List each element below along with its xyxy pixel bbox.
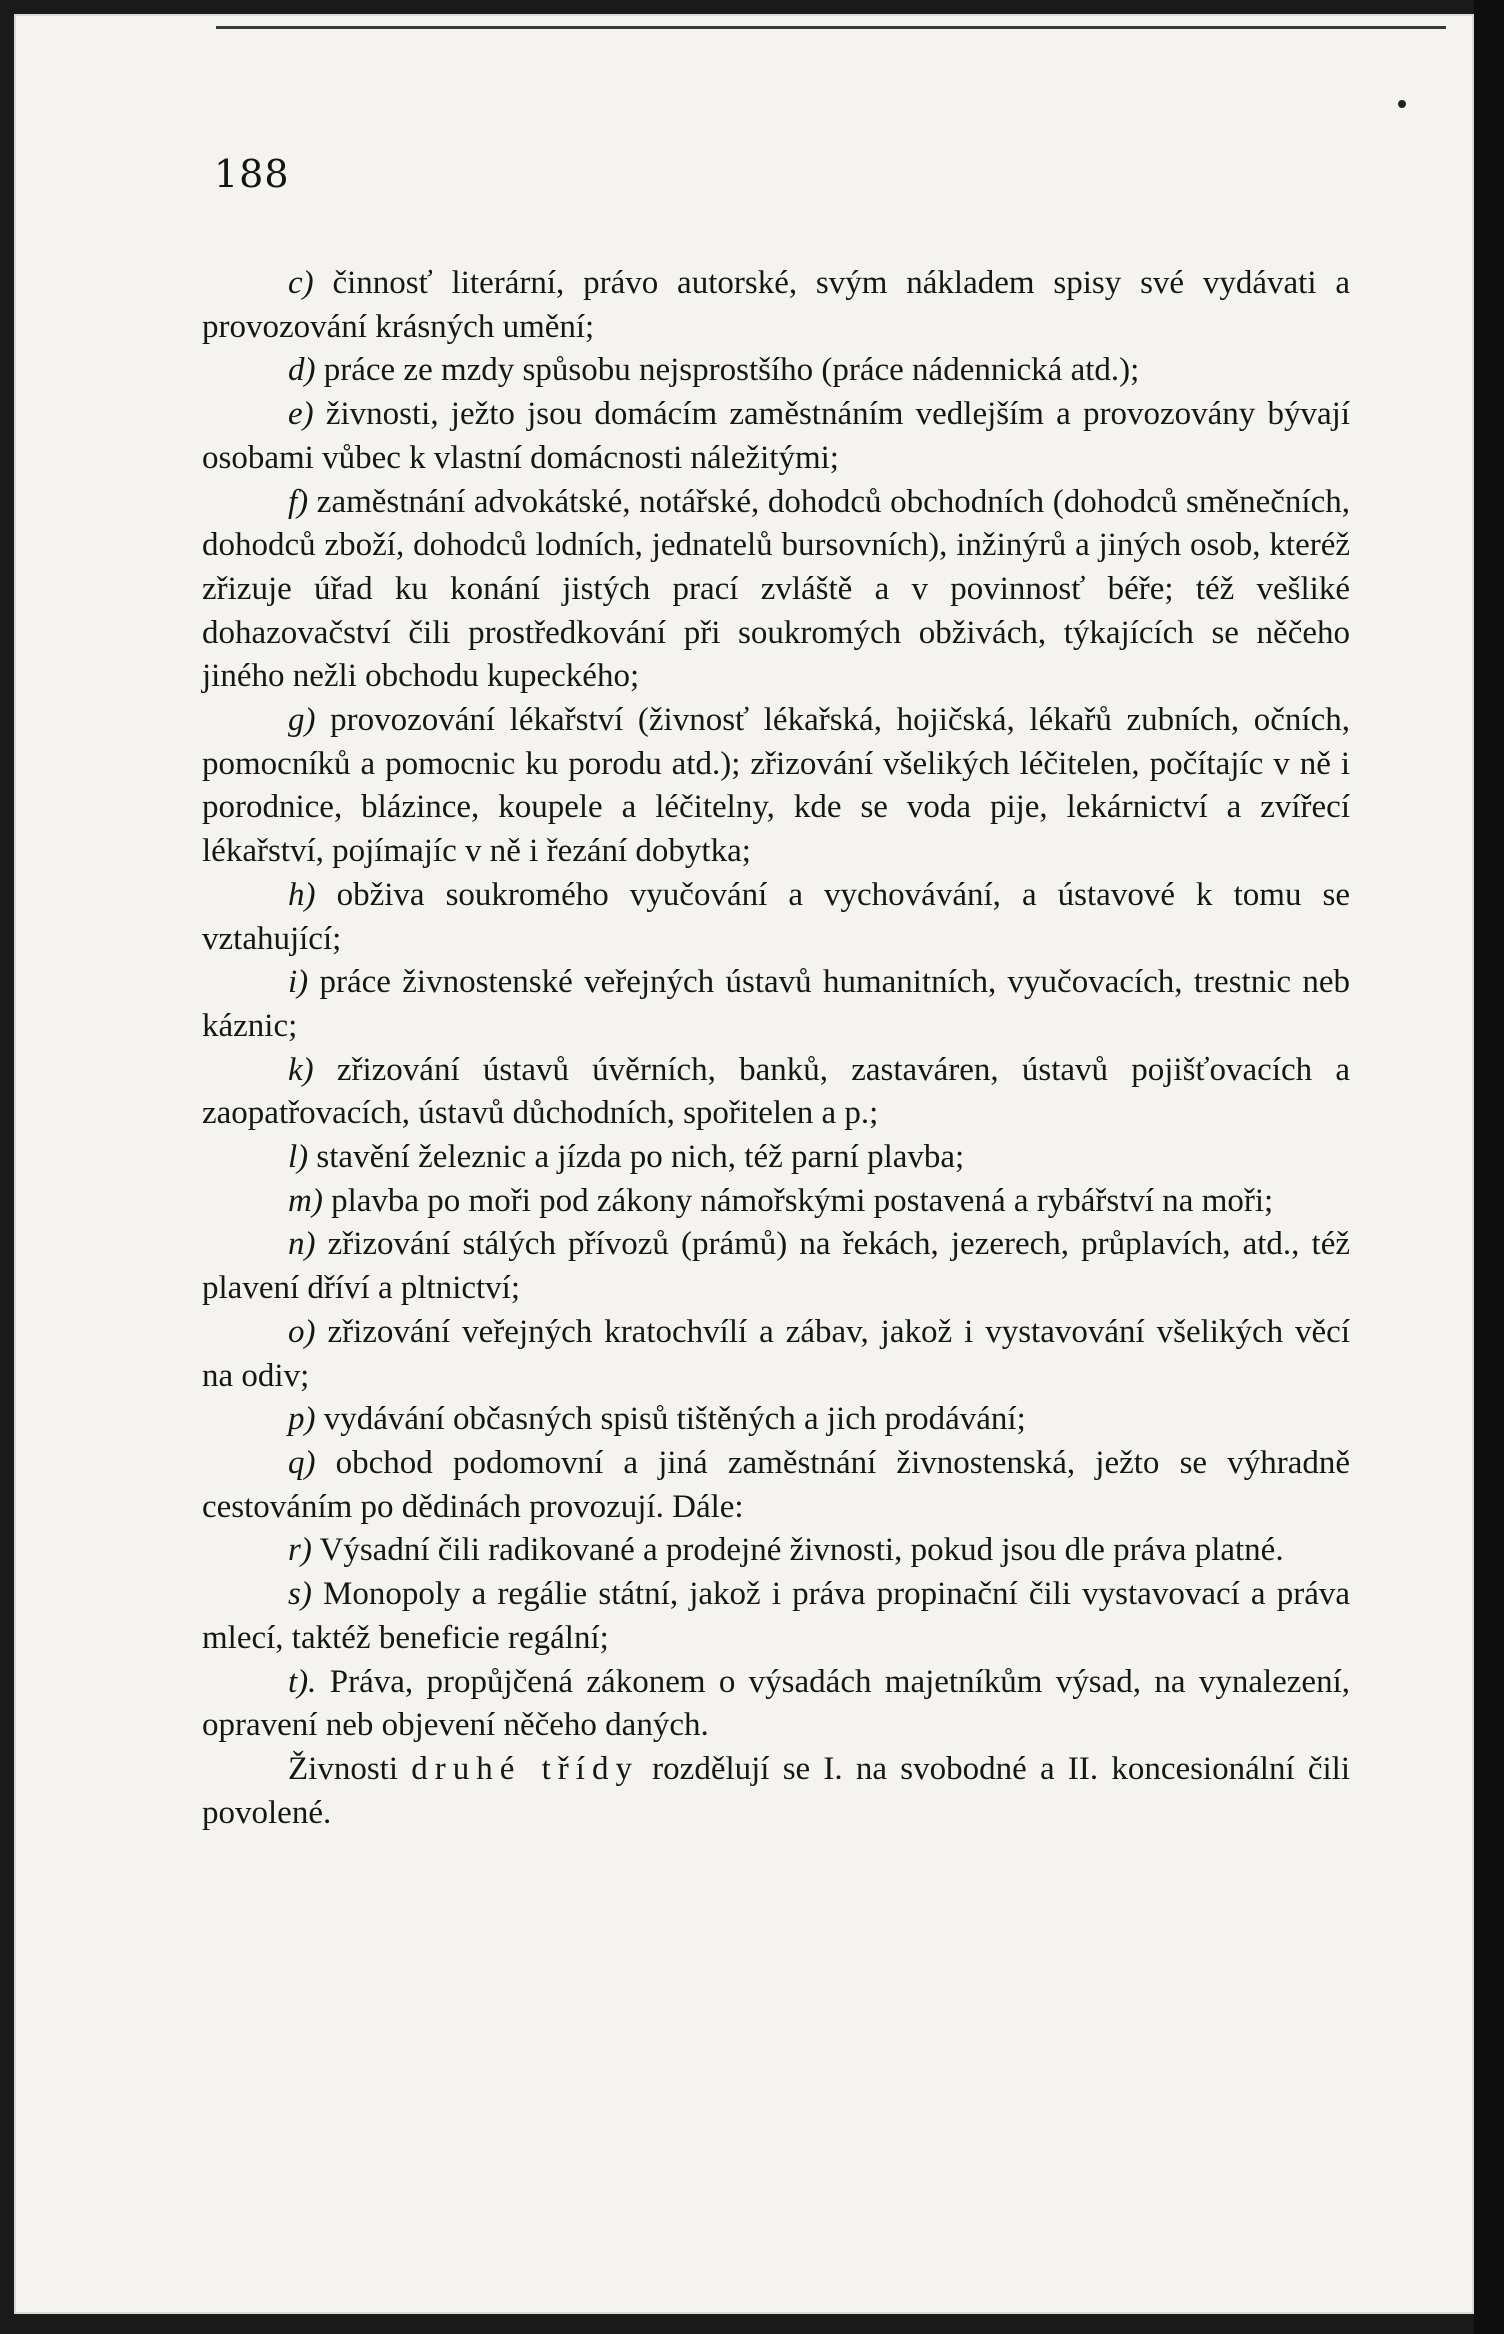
item-letter: t). bbox=[288, 1663, 317, 1700]
item-text: obživa soukromého vyučování a vychovávání, a ústavové k tomu se vztahující; bbox=[202, 876, 1350, 957]
item-letter: e) bbox=[288, 396, 314, 433]
print-mark bbox=[1398, 100, 1406, 108]
item-text: stavění železnic a jízda po nich, též parní plavba; bbox=[308, 1139, 965, 1176]
item-letter: k) bbox=[288, 1051, 314, 1088]
item-text: zřizování stálých přívozů (prámů) na řekách, jezerech, průplavích, atd., též plavení dříví a pltnictví; bbox=[202, 1226, 1350, 1307]
item-text: zřizování veřejných kratochvílí a zábav, jakož i vystavování všelikých věcí na odiv; bbox=[202, 1313, 1350, 1394]
list-item-l bbox=[202, 1136, 1350, 1180]
item-text: práce živnostenské veřejných ústavů humanitních, vyučovacích, trestnic neb káznic; bbox=[202, 964, 1350, 1044]
item-letter: s) bbox=[288, 1576, 312, 1613]
item-text: živnosti, ježto jsou domácím zaměstnáním vedlejším a provozovány bývají osobami vůbec k vlastní domácnosti náležitými; bbox=[202, 396, 1350, 476]
closing-after: rozdělují se I. na svobodné a II. koncesionální čili povolené. bbox=[202, 1750, 1350, 1831]
list-item-n bbox=[202, 1223, 1350, 1310]
list-item-h bbox=[202, 874, 1350, 961]
item-letter: c) bbox=[288, 265, 314, 301]
list-item-e bbox=[202, 393, 1350, 480]
closing-spaced: druhé třídy bbox=[411, 1750, 639, 1787]
top-rule bbox=[216, 26, 1446, 29]
item-letter: h) bbox=[288, 876, 316, 913]
item-text: zaměstnání advokátské, notářské, dohodců obchodních (dohodců směnečních, dohodců zboží, dohodců lodních, jednatelů bursovních), inžinýrů a jiných osob, kteréž zřizuje úřad ku konání jistých prací zvláště a v povinnosť béře; též vešliké dohazovačství čili prostředkování při soukromých obživách, týkajících se něčeho jiného nežli obchodu kupeckého; bbox=[202, 483, 1350, 695]
list-item-p bbox=[202, 1398, 1350, 1442]
item-text: zřizování ústavů úvěrních, banků, zastaváren, ústavů pojišťovacích a zaopatřovacích, ústavů důchodních, spořitelen a p.; bbox=[202, 1051, 1350, 1132]
item-letter: f) bbox=[288, 483, 309, 520]
list-item-f bbox=[202, 481, 1350, 700]
list-item-q bbox=[202, 1442, 1350, 1529]
item-letter: p) bbox=[288, 1401, 316, 1438]
scan-edge bbox=[1474, 0, 1504, 2334]
list-item-r bbox=[202, 1529, 1350, 1573]
item-letter: n) bbox=[288, 1226, 316, 1263]
page-number: 188 bbox=[214, 152, 290, 196]
list-item-m bbox=[202, 1180, 1350, 1224]
list-item-c bbox=[202, 262, 1350, 349]
item-text: Výsadní čili radikované a prodejné živnosti, pokud jsou dle práva platné. bbox=[311, 1532, 1284, 1569]
list-item-o bbox=[202, 1311, 1350, 1398]
body-text bbox=[202, 262, 1350, 1835]
closing-before: Živnosti bbox=[288, 1750, 412, 1787]
item-letter: q) bbox=[288, 1444, 316, 1481]
list-item-g bbox=[202, 699, 1350, 874]
item-letter: l) bbox=[288, 1139, 309, 1176]
list-item-k bbox=[202, 1049, 1350, 1136]
item-letter: g) bbox=[288, 702, 316, 739]
item-text: vydávání občasných spisů tištěných a jich prodávání; bbox=[315, 1401, 1026, 1438]
item-letter: i) bbox=[288, 964, 309, 1001]
item-text: práce ze mzdy spůsobu nejsprostšího (práce nádennická atd.); bbox=[315, 352, 1140, 389]
list-item-t bbox=[202, 1661, 1350, 1748]
item-text: Monopoly a regálie státní, jakož i práva propinační čili vystavovací a práva mlecí, taktéž beneficie regální; bbox=[202, 1576, 1350, 1656]
item-letter: r) bbox=[288, 1532, 312, 1569]
item-letter: d) bbox=[288, 352, 316, 389]
list-item-i bbox=[202, 961, 1350, 1048]
item-text: provozování lékařství (živnosť lékařská, hojičská, lékařů zubních, očních, pomocníků a pomocnic ku porodu atd.); zřizování všelikých léčitelen, počítajíc v ně i porodnice, blázince, koupele a léčitelny, kde se voda pije, lekárnictví a zvířecí lékařství, pojímajíc v ně i řezání dobytka; bbox=[202, 702, 1350, 870]
closing-paragraph bbox=[202, 1748, 1350, 1835]
item-text: činnosť literární, právo autorské, svým nákladem spisy své vydávati a provozování krásných umění; bbox=[202, 265, 1350, 345]
list-item-s bbox=[202, 1573, 1350, 1660]
item-text: Práva, propůjčená zákonem o výsadách majetníkům výsad, na vynalezení, opravení neb objevení něčeho daných. bbox=[202, 1663, 1350, 1744]
item-text: obchod podomovní a jiná zaměstnání živnostenská, ježto se výhradně cestováním po dědinách provozují. Dále: bbox=[202, 1444, 1350, 1525]
item-letter: o) bbox=[288, 1313, 316, 1350]
item-letter: m) bbox=[288, 1182, 323, 1219]
item-text: plavba po moři pod zákony námořskými postavená a rybářství na moři; bbox=[322, 1182, 1274, 1219]
list-item-d bbox=[202, 349, 1350, 393]
